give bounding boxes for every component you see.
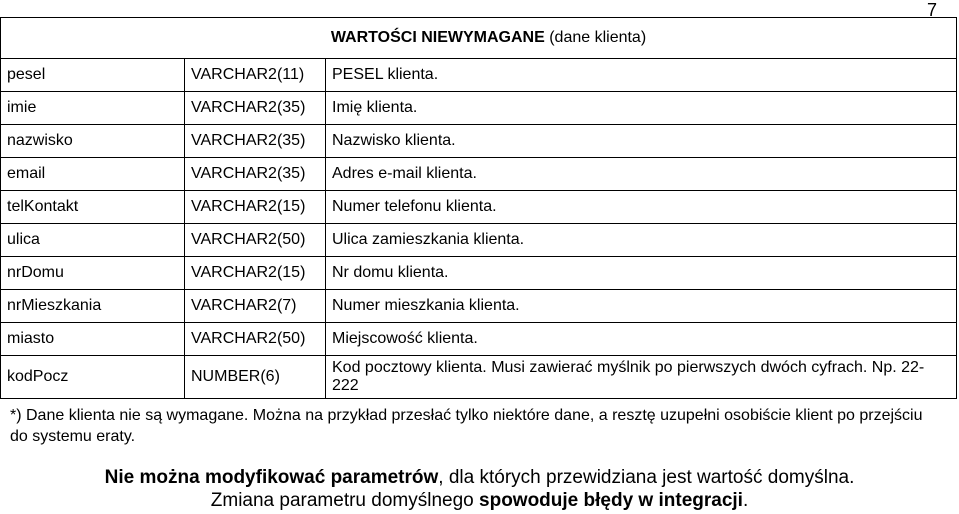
table-row bbox=[1, 323, 957, 356]
table-row bbox=[1, 125, 957, 158]
param-type: VARCHAR2(11) bbox=[185, 59, 326, 92]
table-row bbox=[1, 257, 957, 290]
parameters-table bbox=[0, 17, 957, 399]
param-name: pesel bbox=[1, 59, 185, 92]
table-row bbox=[1, 158, 957, 191]
param-name: ulica bbox=[1, 224, 185, 257]
param-type: VARCHAR2(50) bbox=[185, 224, 326, 257]
param-name: telKontakt bbox=[1, 191, 185, 224]
table-header bbox=[1, 18, 957, 59]
table-header-row bbox=[1, 18, 957, 59]
param-name: nazwisko bbox=[1, 125, 185, 158]
param-type: VARCHAR2(35) bbox=[185, 158, 326, 191]
table-row bbox=[1, 290, 957, 323]
param-desc: Kod pocztowy klienta. Musi zawierać myślnik po pierwszych dwóch cyfrach. Np. 22-222 bbox=[326, 356, 957, 399]
table-row bbox=[1, 356, 957, 399]
param-name: miasto bbox=[1, 323, 185, 356]
param-name: nrMieszkania bbox=[1, 290, 185, 323]
table-header-normal: (dane klienta) bbox=[544, 29, 647, 46]
page-number: 7 bbox=[926, 0, 937, 20]
param-type: VARCHAR2(50) bbox=[185, 323, 326, 356]
param-desc: Nazwisko klienta. bbox=[326, 125, 957, 158]
table-row bbox=[1, 92, 957, 125]
param-type: VARCHAR2(35) bbox=[185, 125, 326, 158]
param-desc: Miejscowość klienta. bbox=[326, 323, 957, 356]
param-desc: Imię klienta. bbox=[326, 92, 957, 125]
warning-start-2: Zmiana parametru domyślnego bbox=[210, 490, 480, 511]
param-desc: Ulica zamieszkania klienta. bbox=[326, 224, 957, 257]
param-desc: Numer telefonu klienta. bbox=[326, 191, 957, 224]
table-row bbox=[1, 224, 957, 257]
warning-text bbox=[0, 466, 959, 512]
table-header-bold: WARTOŚCI NIEWYMAGANE bbox=[330, 29, 545, 46]
param-name: email bbox=[1, 158, 185, 191]
param-name: imie bbox=[1, 92, 185, 125]
param-type: NUMBER(6) bbox=[185, 356, 326, 399]
footnote: *) Dane klienta nie są wymagane. Można na przykład przesłać tylko niektóre dane, a resztę uzupełni osobiście klient po przejściu do systemu eraty. bbox=[10, 407, 923, 445]
warning-end-2: . bbox=[742, 490, 749, 511]
param-type: VARCHAR2(35) bbox=[185, 92, 326, 125]
warning-bold-2: spowoduje błędy w integracji bbox=[479, 490, 743, 511]
param-type: VARCHAR2(15) bbox=[185, 191, 326, 224]
param-desc: Numer mieszkania klienta. bbox=[326, 290, 957, 323]
param-name: nrDomu bbox=[1, 257, 185, 290]
table-row bbox=[1, 59, 957, 92]
param-type: VARCHAR2(15) bbox=[185, 257, 326, 290]
param-desc: Nr domu klienta. bbox=[326, 257, 957, 290]
warning-line-1 bbox=[0, 466, 959, 489]
warning-rest-1: , dla których przewidziana jest wartość domyślna. bbox=[438, 467, 855, 488]
param-type: VARCHAR2(7) bbox=[185, 290, 326, 323]
warning-line-2 bbox=[0, 489, 959, 512]
param-name: kodPocz bbox=[1, 356, 185, 399]
param-desc: PESEL klienta. bbox=[326, 59, 957, 92]
warning-bold-1: Nie można modyfikować parametrów bbox=[104, 467, 439, 488]
param-desc: Adres e-mail klienta. bbox=[326, 158, 957, 191]
table-row bbox=[1, 191, 957, 224]
